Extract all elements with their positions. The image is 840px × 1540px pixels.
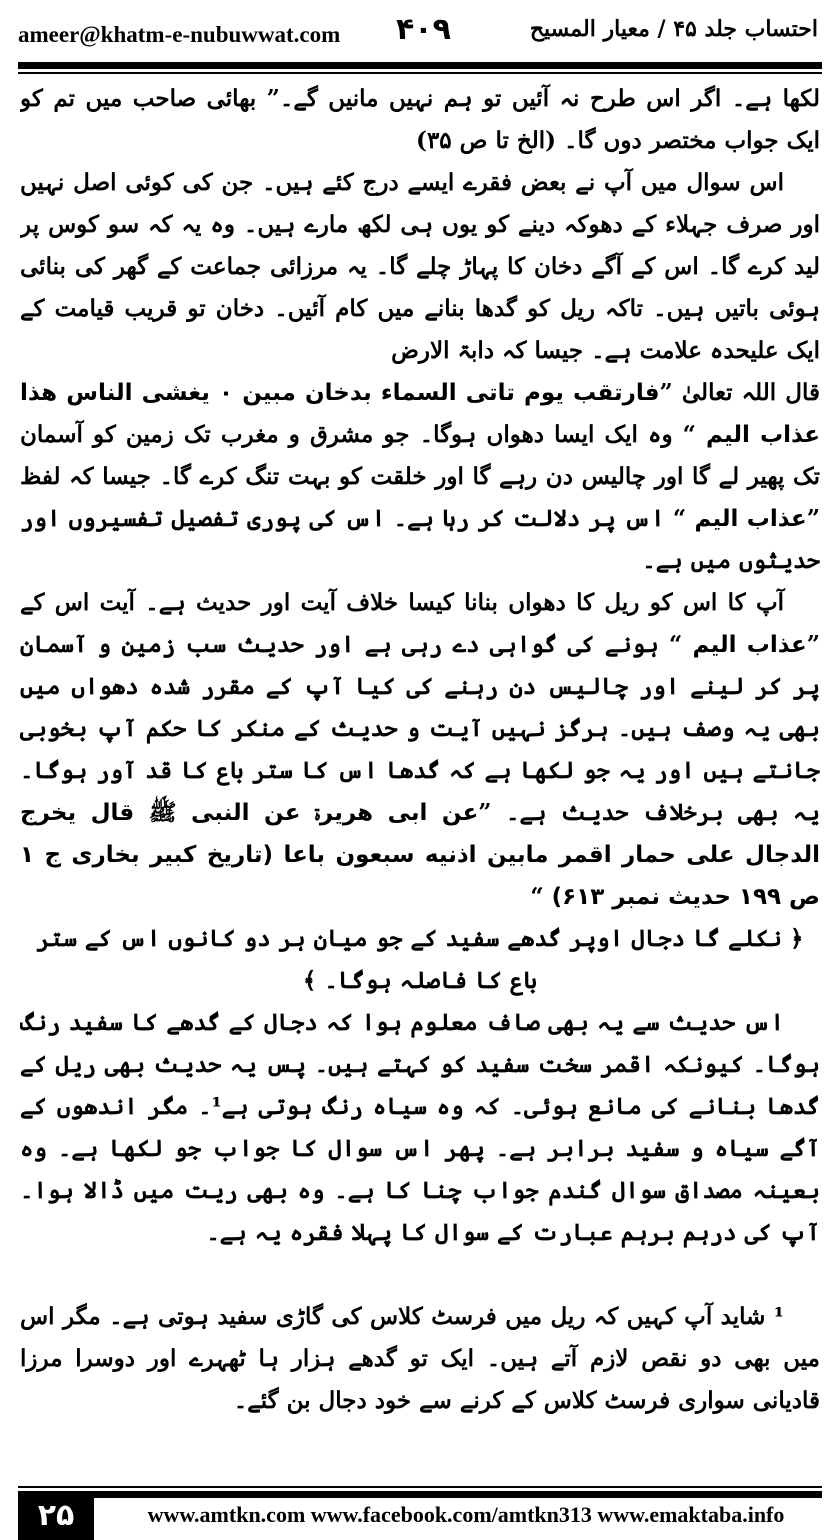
footer-urls: www.amtkn.com www.facebook.com/amtkn313 www.emaktaba.info <box>147 1502 785 1527</box>
footer-rule-thin <box>18 1486 822 1488</box>
footer-page-number: ۲۵ <box>18 1494 94 1540</box>
page-body <box>20 78 820 1470</box>
hadith-translation: ﴿ نکلے گا دجال اوپر گدھے سفید کے جو میان ہر دو کانوں اس کے ستر باع کا فاصلہ ہوگا۔ ﴾ <box>36 925 804 994</box>
quran-intro: قال اللہ تعالیٰ ” <box>659 379 820 406</box>
header-rule-thin <box>18 72 822 74</box>
quran-term-2: عذاب الیم <box>692 632 807 658</box>
paragraph-4-text-a: آپ کا اس کو ریل کا دھواں بنانا کیسا خلاف آیت اور حدیث ہے۔ آیت اس کے ” <box>20 589 820 658</box>
paragraph-3-end: “ اس پر دلالت کر رہا ہے۔ اس کی پوری تفصیل تفسیروں اور حدیثوں میں ہے۔ <box>20 505 820 574</box>
header-rule-thick <box>18 62 822 69</box>
paragraph-4-text-b: “ ہونے کی گواہی دے رہی ہے اور حدیث سب زمین و آسمان پر کر لینے اور چالیس دن رہنے کی کیا آپ کے مقرر شدہ دھواں میں بھی یہ وصف ہیں۔ ہرگز نہیں آیت و حدیث کے منکر کا حکم آپ بخوبی جانتے ہیں اور یہ جو لکھا ہے کہ گدھا اس کا ستر باع کا قد آور ہوگا۔ یہ بھی برخلاف حدیث ہے۔ ” <box>20 631 820 826</box>
paragraph-6: اس حدیث سے یہ بھی صاف معلوم ہوا کہ دجال کے گدھے کا سفید رنگ ہوگا۔ کیونکہ اقمر سخت سفید کو کہتے ہیں۔ پس یہ حدیث بھی ریل کے گدھا بنانے کی مانع ہوئی۔ کہ وہ سیاہ رنگ ہوتی ہے¹۔ مگر اندھوں کے آگے سیاہ و سفید برابر ہے۔ پھر اس سوال کا جواب جو لکھا ہے۔ وہ بعینہ مصداق سوال گندم جواب چنا کا ہے۔ وہ بھی ریت میں ڈالا ہوا۔ آپ کی درہم برہم عبارت کے سوال کا پہلا فقرہ یہ ہے۔ <box>20 1009 820 1246</box>
header-email: ameer@khatm-e-nubuwwat.com <box>18 22 341 47</box>
footnote: ¹ شاید آپ کہیں کہ ریل میں فرسٹ کلاس کی گاڑی سفید ہوتی ہے۔ مگر اس میں بھی دو نقص لازم آتے ہیں۔ ایک تو گدھے ہزار ہا ٹھہرے اور دوسرا مرزا قادیانی سواری فرسٹ کلاس کے کرنے سے خود دجال بن گئے۔ <box>20 1303 820 1414</box>
paragraph-1: لکھا ہے۔ اگر اس طرح نہ آئیں تو ہم نہیں مانیں گے۔” بھائی صاحب میں تم کو ایک جواب مختصر دوں گا۔ (الخ تا ص ۳۵) <box>20 85 820 154</box>
quran-verse: فارتقب یوم تاتی السماء بدخان مبین ٠ یغشی الناس هذا عذاب الیم <box>20 380 820 448</box>
page-header <box>18 10 822 60</box>
header-book-title: احتساب جلد ۴۵ / معیار المسیح <box>529 16 818 42</box>
quran-term: عذاب الیم <box>694 506 807 532</box>
footer-rule-thick <box>18 1491 822 1498</box>
paragraph-2: اس سوال میں آپ نے بعض فقرے ایسے درج کئے ہیں۔ جن کی کوئی اصل نہیں اور صرف جہلاء کے دھوکہ دینے کو یوں ہی لکھ مارے ہیں۔ وہ یہ کہ سو کوس پر لید کرے گا۔ اس کے آگے دخان کا پہاڑ چلے گا۔ یہ مرزائی جماعت کے گھر کی بنائی ہوئی باتیں ہیں۔ تاکہ ریل کو گدھا بنانے میں کام آئیں۔ دخان تو قریب قیامت کے ایک علیحدہ علامت ہے۔ جیسا کہ دابۃ الارض <box>20 169 820 364</box>
paragraph-4 <box>20 582 820 918</box>
paragraph-3 <box>20 372 820 582</box>
paragraph-3-text: “ وہ ایک ایسا دھواں ہوگا۔ جو مشرق و مغرب تک زمین کو آسمان تک پھیر لے گا اور چالیس دن رہے گا اور خلقت کو بہت تنگ کرے گا۔ جیسا کہ لفظ ” <box>20 421 820 532</box>
hadith-text: عن ابی هریرۃ عن النبی ﷺ قال یخرج الدجال علی حمار اقمر مابین اذنیه سبعون باعا (تاریخ کبیر بخاری ج ۱ ص ۱۹۹ حدیث نمبر ۶۱۳) <box>20 800 820 910</box>
hadith-close: “ <box>530 883 552 910</box>
header-page-number: ۴۰۹ <box>396 12 451 47</box>
